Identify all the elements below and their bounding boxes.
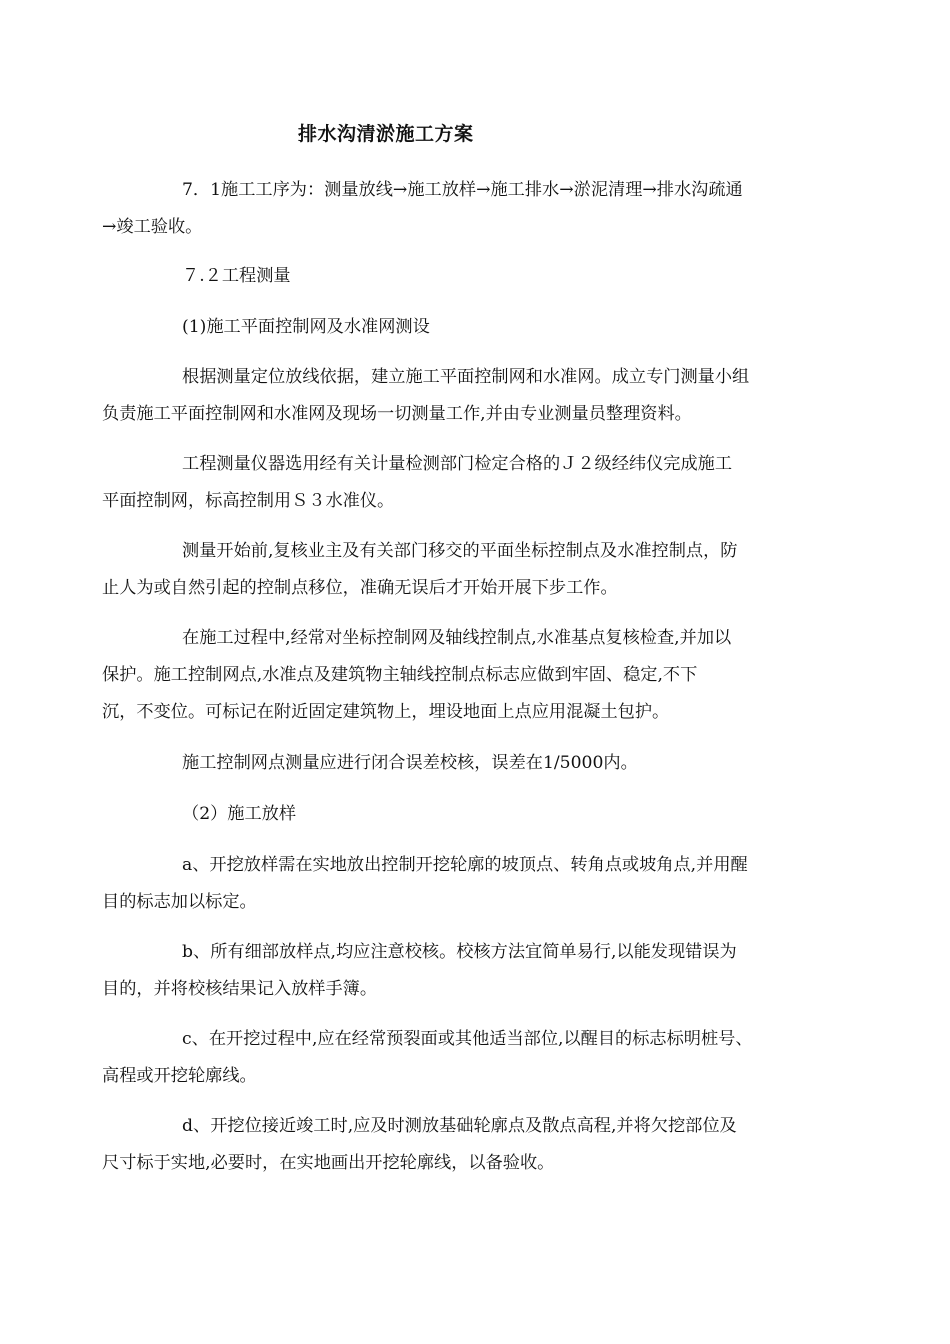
paragraph-line: ７.２工程测量: [182, 266, 291, 286]
paragraph-item-b: [102, 934, 822, 1008]
paragraph-item-c: [102, 1021, 822, 1095]
heading-layout: [142, 796, 822, 833]
paragraph-line: 平面控制网，标高控制用Ｓ３水准仪。: [102, 491, 395, 511]
heading-control-network: [142, 309, 822, 346]
paragraph-line: a、开挖放样需在实地放出控制开挖轮廓的坡顶点、转角点或坡角点,并用醒: [182, 855, 748, 875]
paragraph-line: 在施工过程中,经常对坐标控制网及轴线控制点,水准基点复核检查,并加以: [182, 628, 732, 648]
paragraph-line: c、在开挖过程中,应在经常预裂面或其他适当部位,以醒目的标志标明桩号、: [182, 1029, 753, 1049]
paragraph-error-check: [142, 745, 822, 782]
paragraph-line: 根据测量定位放线依据，建立施工平面控制网和水准网。成立专门测量小组: [182, 367, 750, 387]
paragraph-line: d、开挖位接近竣工时,应及时测放基础轮廓点及散点高程,并将欠挖部位及: [182, 1116, 737, 1136]
paragraph-procedure: [102, 172, 822, 246]
paragraph-line: 止人为或自然引起的控制点移位，准确无误后才开始开展下步工作。: [102, 578, 618, 598]
paragraph-line: 负责施工平面控制网和水准网及现场一切测量工作,并由专业测量员整理资料。: [102, 404, 692, 424]
paragraph-line: 沉，不变位。可标记在附近固定建筑物上，埋设地面上点应用混凝土包护。: [102, 702, 670, 722]
paragraph-item-d: [102, 1108, 822, 1182]
paragraph-verification: [102, 533, 822, 607]
paragraph-line: 7．1施工工序为：测量放线→施工放样→施工排水→淤泥清理→排水沟疏通: [182, 180, 743, 200]
paragraph-line: →竣工验收。: [102, 217, 203, 237]
paragraph-line: 尺寸标于实地,必要时，在实地画出开挖轮廓线，以备验收。: [102, 1153, 555, 1173]
document-title: 排水沟清淤施工方案: [298, 123, 474, 145]
paragraph-network-setup: [102, 359, 822, 433]
heading-survey: [142, 258, 822, 295]
paragraph-instruments: [102, 446, 822, 520]
paragraph-item-a: [102, 847, 822, 921]
paragraph-protection: [102, 620, 822, 731]
paragraph-line: （2）施工放样: [182, 804, 297, 824]
paragraph-line: 保护。施工控制网点,水准点及建筑物主轴线控制点标志应做到牢固、稳定,不下: [102, 665, 698, 685]
paragraph-line: 目的标志加以标定。: [102, 892, 257, 912]
paragraph-line: 高程或开挖轮廓线。: [102, 1066, 257, 1086]
paragraph-line: 测量开始前,复核业主及有关部门移交的平面坐标控制点及水准控制点，防: [182, 541, 738, 561]
paragraph-line: b、所有细部放样点,均应注意校核。校核方法宜简单易行,以能发现错误为: [182, 942, 737, 962]
paragraph-line: 施工控制网点测量应进行闭合误差校核，误差在1/5000内。: [182, 753, 638, 773]
paragraph-line: 工程测量仪器选用经有关计量检测部门检定合格的Ｊ２级经纬仪完成施工: [182, 454, 733, 474]
paragraph-line: (1)施工平面控制网及水准网测设: [182, 317, 430, 337]
paragraph-line: 目的，并将校核结果记入放样手簿。: [102, 979, 378, 999]
